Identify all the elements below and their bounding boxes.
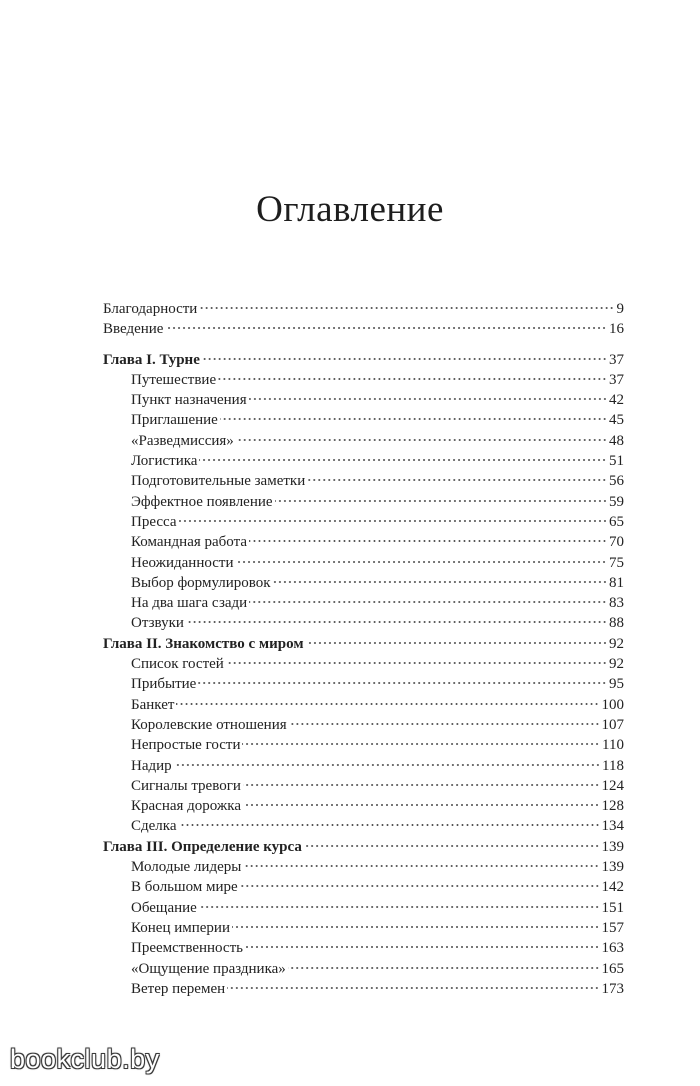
toc-entry-page: 139 xyxy=(601,838,624,855)
dot-leader xyxy=(243,803,600,807)
toc-entry-label: В большом мире xyxy=(131,879,238,896)
dot-leader xyxy=(179,823,600,827)
toc-entry-page: 95 xyxy=(609,676,624,693)
toc-section-entry[interactable] xyxy=(103,431,624,451)
toc-section-entry[interactable] xyxy=(103,390,624,410)
dot-leader xyxy=(242,742,600,746)
toc-entry-introduction[interactable] xyxy=(103,319,624,339)
toc-entry-page: 163 xyxy=(601,940,624,957)
dot-leader xyxy=(174,763,600,767)
toc-entry-page: 59 xyxy=(609,493,624,510)
toc-entry-label: Конец империи xyxy=(131,919,230,936)
toc-entry-page: 83 xyxy=(609,595,624,612)
toc-entry-label: Ветер перемен xyxy=(131,980,226,997)
toc-entry-label: Командная работа xyxy=(131,534,248,551)
toc-entry-page: 42 xyxy=(609,392,624,409)
toc-entry-page: 70 xyxy=(609,534,624,551)
toc-chapter-heading[interactable] xyxy=(103,350,624,370)
dot-leader xyxy=(227,986,599,990)
toc-chapter-heading[interactable] xyxy=(103,837,624,857)
toc-entry-label: Приглашение xyxy=(131,412,218,429)
toc-section-entry[interactable] xyxy=(103,553,624,573)
dot-leader xyxy=(199,458,607,462)
dot-leader xyxy=(232,925,600,929)
toc-section-entry[interactable] xyxy=(103,532,624,552)
dot-leader xyxy=(304,844,600,848)
toc-entry-page: 165 xyxy=(601,960,624,977)
dot-leader xyxy=(186,620,607,624)
toc-entry-page: 45 xyxy=(609,412,624,429)
toc-entry-page: 134 xyxy=(601,818,624,835)
toc-entry-page: 110 xyxy=(602,737,624,754)
toc-entry-label: Неожиданности xyxy=(131,554,234,571)
toc-section-entry[interactable] xyxy=(103,796,624,816)
toc-entry-page: 75 xyxy=(609,554,624,571)
toc-entry-label: Прибытие xyxy=(131,676,197,693)
toc-entry-page: 107 xyxy=(601,716,624,733)
toc-section-entry[interactable] xyxy=(103,715,624,735)
watermark-logo: bookclub.by xyxy=(10,1044,160,1074)
dot-leader xyxy=(249,397,607,401)
dot-leader xyxy=(199,306,614,310)
toc-entry-page: 51 xyxy=(609,453,624,470)
toc-entry-label: Подготовительные заметки xyxy=(131,473,306,490)
toc-entry-label: Сделка xyxy=(131,818,177,835)
toc-section-entry[interactable] xyxy=(103,776,624,796)
toc-section-entry[interactable] xyxy=(103,898,624,918)
dot-leader xyxy=(218,377,607,381)
toc-entry-label: Отзвуки xyxy=(131,615,184,632)
toc-section-entry[interactable] xyxy=(103,492,624,512)
toc-entry-label: Непростые гости xyxy=(131,737,241,754)
dot-leader xyxy=(289,722,600,726)
dot-leader xyxy=(243,864,599,868)
toc-entry-page: 118 xyxy=(602,757,624,774)
dot-leader xyxy=(202,357,607,361)
toc-section-entry[interactable] xyxy=(103,451,624,471)
dot-leader xyxy=(236,438,607,442)
dot-leader xyxy=(249,600,607,604)
toc-section-entry[interactable] xyxy=(103,918,624,938)
toc-entry-label: Красная дорожка xyxy=(131,798,241,815)
dot-leader xyxy=(306,641,607,645)
dot-leader xyxy=(226,661,607,665)
toc-entry-label: Выбор формулировок xyxy=(131,574,271,591)
toc-gap xyxy=(103,340,624,350)
toc-section-entry[interactable] xyxy=(103,654,624,674)
table-of-contents xyxy=(103,299,624,999)
toc-entry-label: Введение xyxy=(103,321,164,338)
toc-section-entry[interactable] xyxy=(103,756,624,776)
toc-section-entry[interactable] xyxy=(103,471,624,491)
toc-entry-page: 92 xyxy=(609,656,624,673)
toc-entry-page: 100 xyxy=(601,696,624,713)
toc-entry-page: 16 xyxy=(609,321,624,338)
dot-leader xyxy=(199,905,600,909)
toc-entry-label: Глава I. Турне xyxy=(103,351,200,368)
toc-entry-page: 124 xyxy=(601,777,624,794)
toc-entry-label: Благодарности xyxy=(103,301,198,317)
toc-section-entry[interactable] xyxy=(103,613,624,633)
toc-entry-page: 92 xyxy=(609,635,624,652)
toc-entry-label: Логистика xyxy=(131,453,198,470)
toc-entry-page: 48 xyxy=(609,432,624,449)
toc-entry-page: 157 xyxy=(601,919,624,936)
toc-section-entry[interactable] xyxy=(103,593,624,613)
chapter-list xyxy=(103,350,624,1000)
dot-leader xyxy=(275,499,607,503)
dot-leader xyxy=(179,519,607,523)
dot-leader xyxy=(198,681,607,685)
toc-entry-label: «Ощущение праздника» xyxy=(131,960,286,977)
toc-section-entry[interactable] xyxy=(103,877,624,897)
toc-entry-page: 142 xyxy=(601,879,624,896)
toc-entry-page: 65 xyxy=(609,513,624,530)
dot-leader xyxy=(288,966,600,970)
toc-entry-label: Глава III. Определение курса xyxy=(103,838,302,855)
toc-entry-page: 151 xyxy=(601,899,624,916)
dot-leader xyxy=(249,539,607,543)
toc-section-entry[interactable] xyxy=(103,735,624,755)
page-title: Оглавление xyxy=(256,189,444,230)
dot-leader xyxy=(240,884,600,888)
dot-leader xyxy=(307,478,607,482)
toc-section-entry[interactable] xyxy=(103,674,624,694)
toc-section-entry[interactable] xyxy=(103,512,624,532)
toc-section-entry[interactable] xyxy=(103,938,624,958)
toc-entry-label: Глава II. Знакомство с миром xyxy=(103,635,304,652)
toc-entry-page: 81 xyxy=(609,574,624,591)
toc-section-entry[interactable] xyxy=(103,857,624,877)
dot-leader xyxy=(235,560,607,564)
toc-section-entry[interactable] xyxy=(103,695,624,715)
toc-entry-page: 139 xyxy=(601,859,624,876)
toc-entry-page: 128 xyxy=(601,798,624,815)
toc-section-entry[interactable] xyxy=(103,979,624,999)
toc-entry-page: 56 xyxy=(609,473,624,490)
toc-entry-label: Надир xyxy=(131,757,172,774)
toc-entry-label: Пресса xyxy=(131,513,177,530)
toc-entry-page: 37 xyxy=(609,371,624,388)
toc-entry-label: Преемственность xyxy=(131,940,243,957)
toc-entry-label: Путешествие xyxy=(131,371,217,388)
toc-entry-label: Молодые лидеры xyxy=(131,859,242,876)
toc-entry-acknowledgements[interactable] xyxy=(103,299,624,319)
dot-leader xyxy=(176,702,599,706)
toc-chapter-heading[interactable] xyxy=(103,634,624,654)
toc-entry-label: Список гостей xyxy=(131,656,224,673)
dot-leader xyxy=(243,783,600,787)
toc-entry-label: Банкет xyxy=(131,696,175,713)
toc-entry-page: 88 xyxy=(609,615,624,632)
toc-entry-label: Сигналы тревоги xyxy=(131,777,241,794)
dot-leader xyxy=(245,945,600,949)
toc-entry-page: 37 xyxy=(609,351,624,368)
toc-section-entry[interactable] xyxy=(103,959,624,979)
toc-section-entry[interactable] xyxy=(103,816,624,836)
toc-section-entry[interactable] xyxy=(103,410,624,430)
toc-entry-page: 9 xyxy=(616,301,624,317)
toc-section-entry[interactable] xyxy=(103,573,624,593)
toc-section-entry[interactable] xyxy=(103,370,624,390)
dot-leader xyxy=(220,417,607,421)
dot-leader xyxy=(273,580,607,584)
dot-leader xyxy=(165,326,607,330)
toc-entry-label: Королевские отношения xyxy=(131,716,287,733)
toc-entry-page: 173 xyxy=(601,980,624,997)
toc-entry-label: Обещание xyxy=(131,899,197,916)
toc-entry-label: Пункт назначения xyxy=(131,392,247,409)
toc-entry-label: «Разведмиссия» xyxy=(131,432,234,449)
toc-entry-label: Эффектное появление xyxy=(131,493,273,510)
toc-entry-label: На два шага сзади xyxy=(131,595,248,612)
